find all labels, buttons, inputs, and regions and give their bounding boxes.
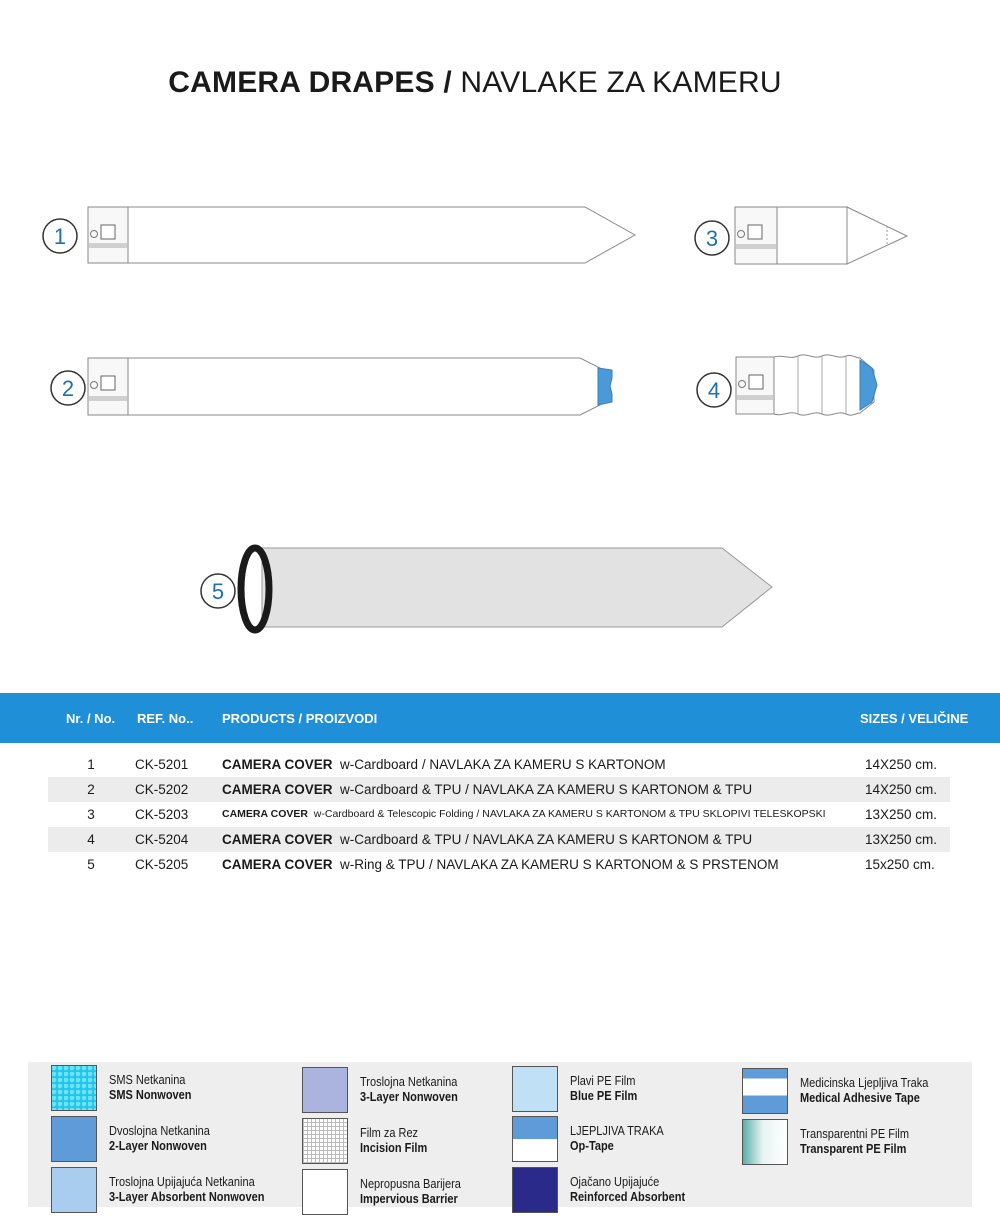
header-nr: Nr. / No. — [66, 711, 116, 726]
legend-en: Op-Tape — [570, 1139, 614, 1153]
number-badge-4 — [697, 373, 731, 407]
impervious-swatch — [302, 1169, 348, 1215]
cell-nr: 2 — [87, 782, 95, 797]
product-desc: w-Cardboard / NAVLAKA ZA KAMERU S KARTONOM — [340, 757, 666, 772]
label-box — [748, 225, 762, 239]
svg-text:5: 5 — [211, 579, 225, 604]
legend-en: Transparent PE Film — [800, 1142, 907, 1156]
sms-swatch — [51, 1065, 97, 1111]
telescopic-body — [774, 355, 874, 415]
legend-local: Film za Rez — [360, 1126, 419, 1140]
cell-product — [222, 777, 752, 802]
cell-product — [222, 827, 752, 852]
legend-en: Blue PE Film — [570, 1089, 638, 1103]
cell-size: 13X250 cm. — [865, 832, 938, 847]
legend-local: Dvoslojna Netkanina — [109, 1124, 210, 1138]
product-desc: w-Cardboard & Telescopic Folding / NAVLAKA ZA KAMERU S KARTONOM & TPU SKLOPIVI TELESKOPSKI — [313, 808, 826, 820]
cell-ref: CK-5202 — [135, 782, 189, 797]
legend-local: Troslojna Netkanina — [360, 1075, 458, 1089]
cell-ref: CK-5205 — [135, 857, 189, 872]
legend-en: 3-Layer Absorbent Nonwoven — [109, 1190, 265, 1204]
tpu-end — [860, 360, 877, 410]
header-sizes: SIZES / VELIČINE — [860, 711, 969, 726]
drape-body — [128, 358, 600, 415]
title-bold: CAMERA DRAPES / — [168, 66, 452, 99]
number-badge-3 — [695, 221, 729, 255]
materials-legend — [28, 1062, 972, 1207]
number-badge-2 — [51, 371, 85, 405]
cell-product — [222, 852, 779, 877]
legend-local: SMS Netkanina — [109, 1073, 186, 1087]
transparent-pe-swatch — [742, 1119, 788, 1165]
product-name: CAMERA COVER — [222, 757, 333, 772]
table-row — [48, 777, 950, 802]
absorbent-swatch — [51, 1167, 97, 1213]
number-badge-1 — [43, 219, 77, 253]
product-name: CAMERA COVER — [222, 782, 333, 797]
tab-stripe — [736, 244, 776, 249]
tab-stripe — [737, 395, 773, 400]
legend-local: Nepropusna Barijera — [360, 1177, 461, 1191]
svg-text:1: 1 — [53, 224, 67, 249]
table-row — [48, 802, 950, 827]
op-tape-swatch — [512, 1116, 558, 1162]
medical-tape-swatch — [742, 1068, 788, 1114]
table-row — [48, 752, 950, 777]
cell-nr: 4 — [87, 832, 95, 847]
two-layer-swatch — [51, 1116, 97, 1162]
tab-stripe — [89, 396, 127, 401]
legend-local: Ojačano Upijajuće — [570, 1175, 660, 1189]
legend-en: Reinforced Absorbent — [570, 1190, 686, 1204]
legend-en: 2-Layer Nonwoven — [109, 1139, 207, 1153]
cell-ref: CK-5201 — [135, 757, 189, 772]
number-badge-5 — [201, 574, 235, 608]
cell-nr: 3 — [87, 807, 95, 822]
drape-4 — [736, 355, 877, 415]
product-name: CAMERA COVER — [222, 857, 333, 872]
header-products: PRODUCTS / PROIZVODI — [222, 711, 378, 726]
cell-product — [222, 752, 666, 777]
tpu-end — [598, 368, 612, 405]
table-header — [0, 693, 1000, 743]
reinforced-swatch — [512, 1167, 558, 1213]
table-row — [48, 852, 950, 877]
drape-5 — [241, 548, 772, 630]
product-desc: w-Cardboard & TPU / NAVLAKA ZA KAMERU S KARTONOM & TPU — [340, 832, 753, 847]
legend-local: Plavi PE Film — [570, 1074, 636, 1088]
legend-local: LJEPLJIVA TRAKA — [570, 1124, 664, 1138]
product-desc: w-Ring & TPU / NAVLAKA ZA KAMERU S KARTONOM & S PRSTENOM — [340, 857, 779, 872]
legend-en: Incision Film — [360, 1141, 428, 1155]
table-row — [48, 827, 950, 852]
cell-size: 14X250 cm. — [865, 757, 938, 772]
legend-en: Medical Adhesive Tape — [800, 1091, 920, 1105]
drape-body — [262, 548, 772, 627]
three-layer-swatch — [302, 1067, 348, 1113]
header-ref: REF. No.. — [137, 711, 194, 726]
svg-text:2: 2 — [61, 376, 75, 401]
drape-body — [777, 207, 847, 264]
product-table — [48, 752, 950, 877]
drape-3 — [735, 207, 907, 264]
cell-product — [222, 802, 826, 827]
cell-size: 13X250 cm. — [865, 807, 938, 822]
drape-tip — [847, 207, 907, 264]
tab-stripe — [89, 243, 127, 248]
incision-swatch — [302, 1118, 348, 1164]
label-box — [101, 376, 115, 390]
title-light: NAVLAKE ZA KAMERU — [460, 66, 782, 99]
legend-local: Transparentni PE Film — [800, 1127, 910, 1141]
product-name: CAMERA COVER — [222, 808, 308, 820]
label-box — [749, 375, 763, 389]
cell-size: 15x250 cm. — [865, 857, 935, 872]
drape-2 — [88, 358, 612, 415]
blue-pe-swatch — [512, 1066, 558, 1112]
svg-text:3: 3 — [705, 226, 719, 251]
cell-size: 14X250 cm. — [865, 782, 938, 797]
cell-nr: 1 — [87, 757, 95, 772]
product-desc: w-Cardboard & TPU / NAVLAKA ZA KAMERU S KARTONOM & TPU — [340, 782, 753, 797]
legend-local: Troslojna Upijajuća Netkanina — [109, 1175, 255, 1189]
product-name: CAMERA COVER — [222, 832, 333, 847]
legend-en: Impervious Barrier — [360, 1192, 458, 1206]
legend-en: SMS Nonwoven — [109, 1088, 192, 1102]
svg-text:4: 4 — [707, 378, 721, 403]
cell-nr: 5 — [87, 857, 95, 872]
drape-body — [128, 207, 635, 263]
cell-ref: CK-5203 — [135, 807, 189, 822]
legend-en: 3-Layer Nonwoven — [360, 1090, 458, 1104]
drape-1 — [88, 207, 635, 263]
legend-local: Medicinska Ljepljiva Traka — [800, 1076, 929, 1090]
cell-ref: CK-5204 — [135, 832, 189, 847]
label-box — [101, 225, 115, 239]
